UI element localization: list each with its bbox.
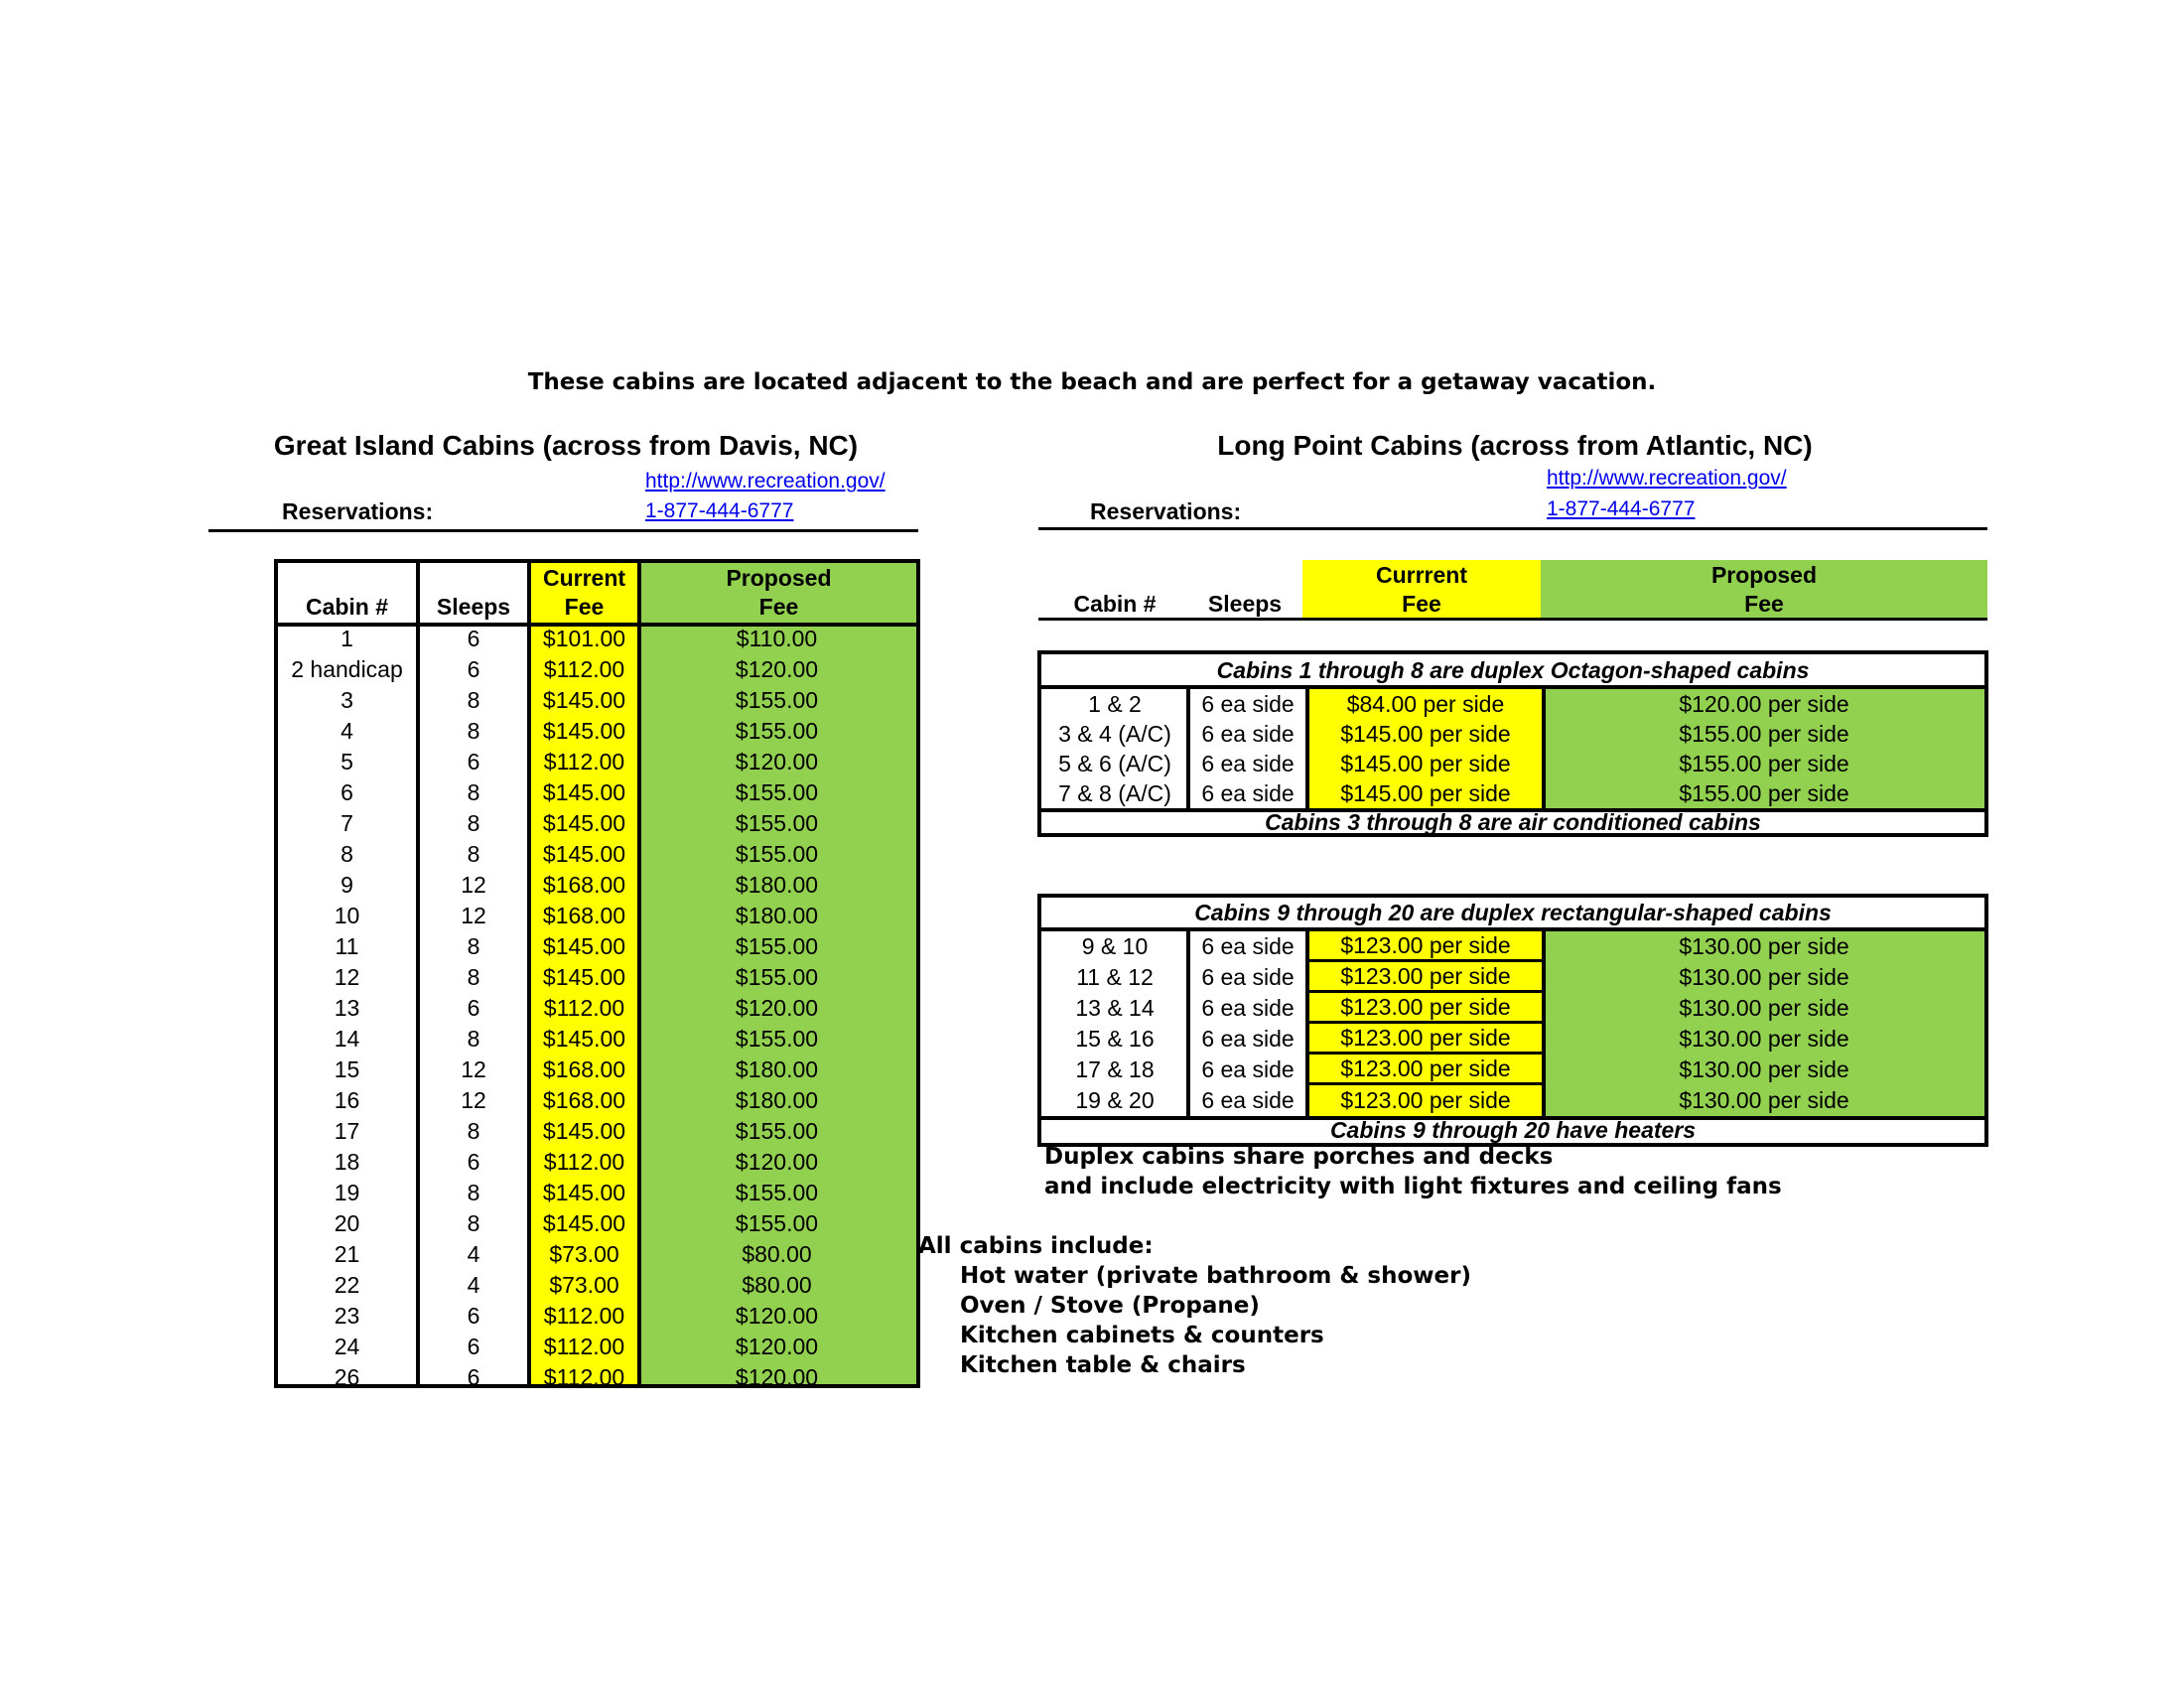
cabin-cell: 24 [334,1334,360,1359]
proposed-fee-cell: $130.00 per side [1679,933,1849,959]
current-fee-cell: $123.00 per side [1307,1024,1544,1055]
cabin-cell: 20 [334,1210,360,1236]
lp-header-current-1: Currrent [1375,562,1467,588]
proposed-fee-cell: $130.00 per side [1679,995,1849,1021]
lp-header-proposed-2: Fee [1744,591,1784,617]
proposed-fee-cell: $180.00 [735,1056,819,1082]
sleeps-cell: 6 ea side [1201,690,1295,717]
long-point-reservations-label: Reservations: [1090,498,1242,524]
duplex-note-2: and include electricity with light fixtures and ceiling fans [1044,1174,1782,1199]
proposed-fee-cell: $120.00 [735,1149,819,1175]
proposed-fee-cell: $120.00 [735,656,819,682]
current-fee-cell: $168.00 [542,903,626,928]
octagon-heading: Cabins 1 through 8 are duplex Octagon-shaped cabins [1216,657,1810,683]
cabin-cell: 11 & 12 [1076,964,1154,990]
amenity-item: Kitchen cabinets & counters [960,1323,1324,1348]
current-fee-cell: $145.00 [542,779,626,805]
proposed-fee-cell: $120.00 per side [1679,690,1849,717]
sleeps-cell: 6 [467,1334,480,1359]
sleeps-cell: 6 [467,1303,480,1329]
proposed-fee-cell: $155.00 [735,964,819,990]
sleeps-cell: 8 [467,1026,480,1052]
lp-header-current-2: Fee [1402,591,1441,617]
proposed-fee-cell: $130.00 per side [1679,964,1849,990]
cabin-cell: 12 [334,964,360,990]
sleeps-cell: 6 ea side [1201,964,1295,990]
header-current-fee-1: Current [542,565,626,591]
duplex-note-1: Duplex cabins share porches and decks [1044,1144,1554,1170]
great-island-reservation-url[interactable]: http://www.recreation.gov/ [645,470,886,492]
proposed-fee-cell: $155.00 [735,779,819,805]
long-point-reservation-phone[interactable]: 1-877-444-6777 [1547,497,1696,520]
cabin-cell: 16 [334,1087,360,1113]
cabin-cell: 2 handicap [291,656,403,682]
current-fee-cell: $123.00 per side [1307,993,1544,1024]
current-fee-cell: $145.00 [542,841,626,867]
cabin-cell: 26 [334,1364,360,1390]
current-fee-cell: $123.00 per side [1307,1055,1544,1085]
great-island-table [274,559,920,1388]
cabin-cell: 19 & 20 [1075,1087,1155,1113]
cabin-cell: 10 [334,903,360,928]
cabin-cell: 9 & 10 [1081,933,1149,959]
proposed-fee-cell: $155.00 [735,1180,819,1205]
sleeps-cell: 8 [467,1210,480,1236]
current-fee-cell: $73.00 [549,1272,619,1298]
cabin-cell: 15 & 16 [1075,1026,1155,1052]
current-fee-cell: $168.00 [542,1056,626,1082]
proposed-fee-cell: $155.00 per side [1679,750,1849,776]
sleeps-cell: 6 ea side [1201,779,1295,806]
sleeps-cell: 8 [467,964,480,990]
long-point-divider [1038,527,1987,530]
cabin-cell: 9 [341,872,353,898]
current-fee-cell: $112.00 [543,1364,625,1390]
proposed-fee-cell: $180.00 [735,903,819,928]
proposed-fee-cell: $155.00 [735,841,819,867]
current-fee-cell: $123.00 per side [1307,962,1544,993]
sleeps-cell: 4 [467,1272,480,1298]
cabin-cell: 3 [341,687,353,713]
sleeps-cell: 8 [467,687,480,713]
lp-header-divider [1038,618,1987,621]
octagon-cabins-box [1037,650,1988,837]
current-fee-cell: $112.00 [543,656,625,682]
current-fee-cell: $112.00 [543,1149,625,1175]
current-fee-cell: $112.00 [543,749,625,774]
sleeps-cell: 4 [467,1241,480,1267]
cabin-cell: 7 & 8 (A/C) [1058,779,1171,806]
current-fee-cell: $145.00 [542,810,626,836]
current-fee-cell: $145.00 [542,1210,626,1236]
proposed-fee-cell: $155.00 [735,810,819,836]
current-fee-cell: $112.00 [543,995,625,1021]
sleeps-cell: 6 ea side [1201,933,1295,959]
sleeps-cell: 6 [467,626,480,651]
cabin-cell: 17 & 18 [1075,1056,1155,1082]
long-point-reservation-url[interactable]: http://www.recreation.gov/ [1547,467,1787,490]
current-fee-cell: $145.00 per side [1340,750,1511,776]
rectangular-heading: Cabins 9 through 20 are duplex rectangular-shaped cabins [1194,900,1832,925]
amenities-heading: All cabins include: [918,1233,1154,1259]
header-cabin: Cabin # [305,594,389,620]
proposed-fee-cell: $120.00 [735,749,819,774]
proposed-fee-cell: $155.00 per side [1679,720,1849,747]
proposed-fee-cell: $155.00 [735,1210,819,1236]
cabin-cell: 17 [334,1118,360,1144]
proposed-fee-cell: $155.00 per side [1679,779,1849,806]
cabin-cell: 5 [341,749,353,774]
sleeps-cell: 6 [467,656,480,682]
cabin-cell: 11 [335,933,359,959]
amenity-item: Hot water (private bathroom & shower) [960,1263,1471,1289]
great-island-reservations-label: Reservations: [282,498,434,524]
header-proposed-fee-2: Fee [758,594,799,620]
cabin-cell: 22 [334,1272,360,1298]
header-proposed-fee-1: Proposed [726,565,832,591]
sleeps-cell: 6 [467,1364,480,1390]
sleeps-cell: 12 [461,872,486,898]
lp-header-sleeps: Sleeps [1207,591,1283,617]
cabin-cell: 5 & 6 (A/C) [1058,750,1171,776]
current-fee-cell: $145.00 [542,1118,626,1144]
proposed-fee-cell: $155.00 [735,718,819,744]
current-fee-cell: $73.00 [549,1241,619,1267]
intro-text: These cabins are located adjacent to the beach and are perfect for a getaway vacation. [527,369,1657,395]
current-fee-cell: $168.00 [542,1087,626,1113]
proposed-fee-cell: $155.00 [735,1118,819,1144]
proposed-fee-cell: $155.00 [735,687,819,713]
current-fee-cell: $123.00 per side [1307,931,1544,962]
proposed-fee-cell: $80.00 [742,1272,812,1298]
cabin-cell: 13 [334,995,360,1021]
sleeps-cell: 8 [467,933,480,959]
sleeps-cell: 8 [467,841,480,867]
current-fee-cell: $145.00 per side [1340,779,1511,806]
sleeps-cell: 8 [467,779,480,805]
current-fee-cell: $145.00 [542,687,626,713]
proposed-fee-cell: $120.00 [735,1364,819,1390]
proposed-fee-cell: $120.00 [735,995,819,1021]
proposed-fee-cell: $130.00 per side [1679,1056,1849,1082]
proposed-fee-cell: $130.00 per side [1679,1026,1849,1052]
sleeps-cell: 6 [467,995,480,1021]
proposed-fee-cell: $120.00 [735,1303,819,1329]
cabin-cell: 1 & 2 [1088,690,1142,717]
long-point-title: Long Point Cabins (across from Atlantic, NC) [1217,430,1813,461]
sleeps-cell: 6 ea side [1201,1026,1295,1052]
amenity-item: Kitchen table & chairs [960,1352,1246,1378]
sleeps-cell: 8 [467,718,480,744]
lp-header-proposed-1: Proposed [1710,562,1818,588]
current-fee-cell: $145.00 per side [1340,720,1511,747]
lp-header-cabin: Cabin # [1073,591,1157,617]
cabin-cell: 4 [341,718,353,744]
cabin-cell: 8 [341,841,353,867]
proposed-fee-cell: $110.00 [736,626,818,651]
sleeps-cell: 6 [467,749,480,774]
amenity-item: Oven / Stove (Propane) [960,1293,1260,1319]
current-fee-cell: $145.00 [542,1180,626,1205]
current-fee-cell: $145.00 [542,933,626,959]
sleeps-cell: 8 [467,1180,480,1205]
sleeps-cell: 6 ea side [1201,1056,1295,1082]
octagon-rows [1041,689,1984,808]
sleeps-cell: 12 [461,1087,486,1113]
current-fee-cell: $145.00 [542,1026,626,1052]
header-current-fee-2: Fee [564,594,605,620]
current-fee-cell: $112.00 [543,1334,625,1359]
cabin-cell: 18 [334,1149,360,1175]
proposed-fee-cell: $155.00 [735,1026,819,1052]
sleeps-cell: 6 ea side [1201,750,1295,776]
cabin-cell: 15 [334,1056,360,1082]
rectangular-rows [1041,931,1984,1116]
cabin-cell: 7 [341,810,353,836]
cabin-cell: 23 [334,1303,360,1329]
octagon-footer: Cabins 3 through 8 are air conditioned cabins [1265,809,1761,835]
cabin-cell: 3 & 4 (A/C) [1058,720,1171,747]
great-island-divider [208,529,918,532]
sleeps-cell: 12 [461,1056,486,1082]
great-island-reservation-phone[interactable]: 1-877-444-6777 [645,499,794,522]
sleeps-cell: 6 ea side [1201,720,1295,747]
current-fee-cell: $145.00 [542,964,626,990]
great-island-rows [278,624,916,1393]
rectangular-footer: Cabins 9 through 20 have heaters [1329,1117,1697,1143]
sleeps-cell: 8 [467,1118,480,1144]
current-fee-cell: $101.00 [542,626,626,651]
cabin-cell: 13 & 14 [1075,995,1155,1021]
proposed-fee-cell: $180.00 [735,872,819,898]
sleeps-cell: 6 ea side [1201,1087,1295,1113]
great-island-title: Great Island Cabins (across from Davis, NC) [273,430,859,461]
cabin-cell: 19 [334,1180,360,1205]
current-fee-cell: $145.00 [542,718,626,744]
proposed-fee-cell: $180.00 [735,1087,819,1113]
proposed-fee-cell: $80.00 [742,1241,812,1267]
current-fee-cell: $84.00 per side [1346,690,1505,717]
sleeps-cell: 6 [467,1149,480,1175]
proposed-fee-cell: $120.00 [735,1334,819,1359]
current-fee-cell: $112.00 [543,1303,625,1329]
sleeps-cell: 8 [467,810,480,836]
rectangular-cabins-box [1037,894,1988,1147]
header-sleeps: Sleeps [436,594,511,620]
current-fee-cell: $123.00 per side [1340,1087,1511,1113]
cabin-cell: 1 [341,626,353,651]
sleeps-cell: 6 ea side [1201,995,1295,1021]
current-fee-cell: $168.00 [542,872,626,898]
cabin-cell: 6 [341,779,353,805]
sleeps-cell: 12 [461,903,486,928]
proposed-fee-cell: $130.00 per side [1679,1087,1849,1113]
cabin-cell: 14 [334,1026,360,1052]
cabin-cell: 21 [334,1241,360,1267]
proposed-fee-cell: $155.00 [735,933,819,959]
